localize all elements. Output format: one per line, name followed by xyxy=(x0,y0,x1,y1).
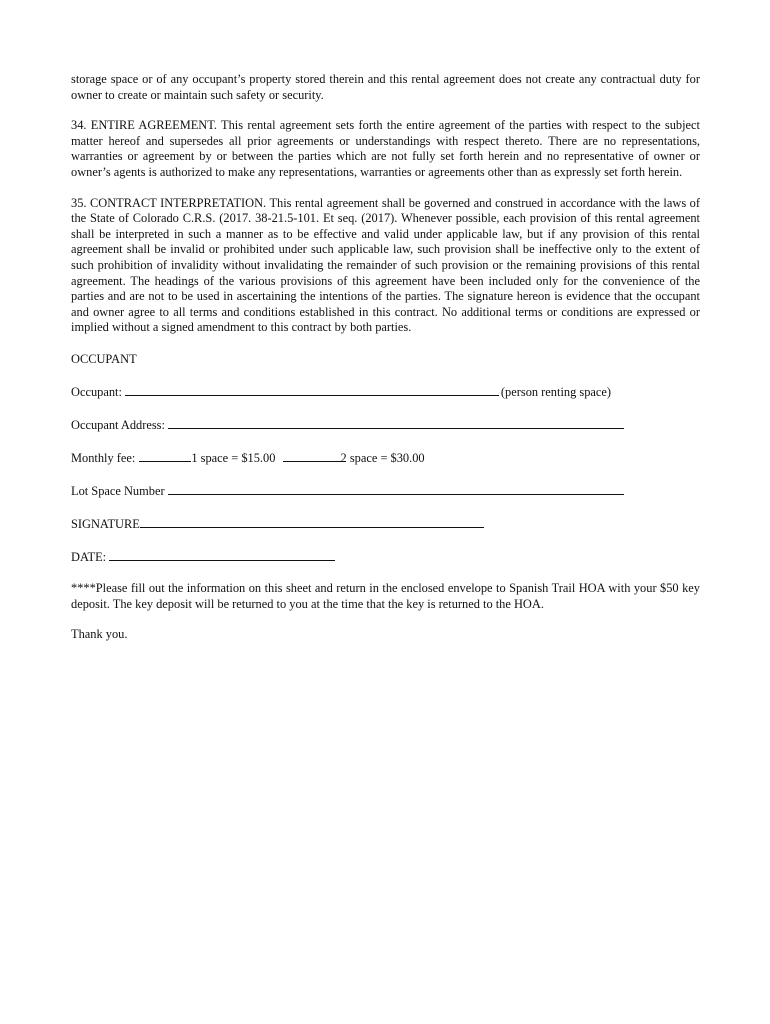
address-label: Occupant Address: xyxy=(71,417,165,432)
fee-label: Monthly fee: xyxy=(71,450,136,465)
instructions-note: ****Please fill out the information on this sheet and return in the enclosed envelope to Spanish Trail HOA with your $50 key deposit. The key deposit will be returned to you at the time that the key is returned to the HOA. xyxy=(71,581,700,611)
occupant-field[interactable] xyxy=(125,383,499,396)
lot-space-field[interactable] xyxy=(168,482,624,495)
occupant-label: Occupant: xyxy=(71,384,122,399)
date-field[interactable] xyxy=(109,548,335,561)
signature-row xyxy=(71,515,700,533)
paragraph-entire-agreement: 34. ENTIRE AGREEMENT. This rental agreement sets forth the entire agreement of the parties with respect to the subject matter hereof and supersedes all prior agreements or understandings with respect thereto. There are no representations, warranties or agreement by or between the parties which are not fully set forth herein and no representative of owner or owner’s agents is authorized to make any representations, warranties or agreements other than as expressly set forth herein. xyxy=(71,118,700,179)
date-label: DATE: xyxy=(71,549,107,564)
fee-option-1-field[interactable] xyxy=(139,449,191,462)
closing-text: Thank you. xyxy=(71,627,128,642)
address-field[interactable] xyxy=(168,416,624,429)
occupant-heading: OCCUPANT xyxy=(71,351,137,366)
address-row xyxy=(71,416,700,434)
occupant-suffix: (person renting space) xyxy=(500,384,612,399)
occupant-row xyxy=(71,383,700,401)
fee-option-2-field[interactable] xyxy=(283,449,341,462)
fee-row xyxy=(71,449,700,467)
document-page xyxy=(71,72,700,658)
lot-row xyxy=(71,482,700,500)
paragraph-contract-interpretation: 35. CONTRACT INTERPRETATION. This rental agreement shall be governed and construed in accordance with the laws of the State of Colorado C.R.S. (2017. 38-21.5-101. Et seq. (2017). Whenever possible, each provision of this rental agreement shall be interpreted in such a manner as to be effective and valid under applicable law, but if any provision of this rental agreement shall be invalid or prohibited under such applicable law, such provision shall be ineffective only to the extent of such prohibition of invalidity without invalidating the remainder of such provision or the remaining provisions of this rental agreement. The headings of the various provisions of this agreement have been included only for the convenience of the parties and are not to be used in ascertaining the intentions of the parties. The signature hereon is evidence that the occupant and owner agree to all terms and conditions established in this contract. No additional terms or conditions are expressed or implied without a signed amendment to this contract by both parties. xyxy=(71,195,700,335)
signature-field[interactable] xyxy=(140,515,484,528)
paragraph-continued: storage space or of any occupant’s property stored therein and this rental agreement does not create any contractual duty for owner to create or maintain such safety or security. xyxy=(71,72,700,102)
fee-option-2-label: 2 space = $30.00 xyxy=(340,450,425,465)
date-row xyxy=(71,548,700,566)
lot-label: Lot Space Number xyxy=(71,483,165,498)
fee-option-1-label: 1 space = $15.00 xyxy=(191,450,276,465)
signature-label: SIGNATURE xyxy=(71,516,140,531)
